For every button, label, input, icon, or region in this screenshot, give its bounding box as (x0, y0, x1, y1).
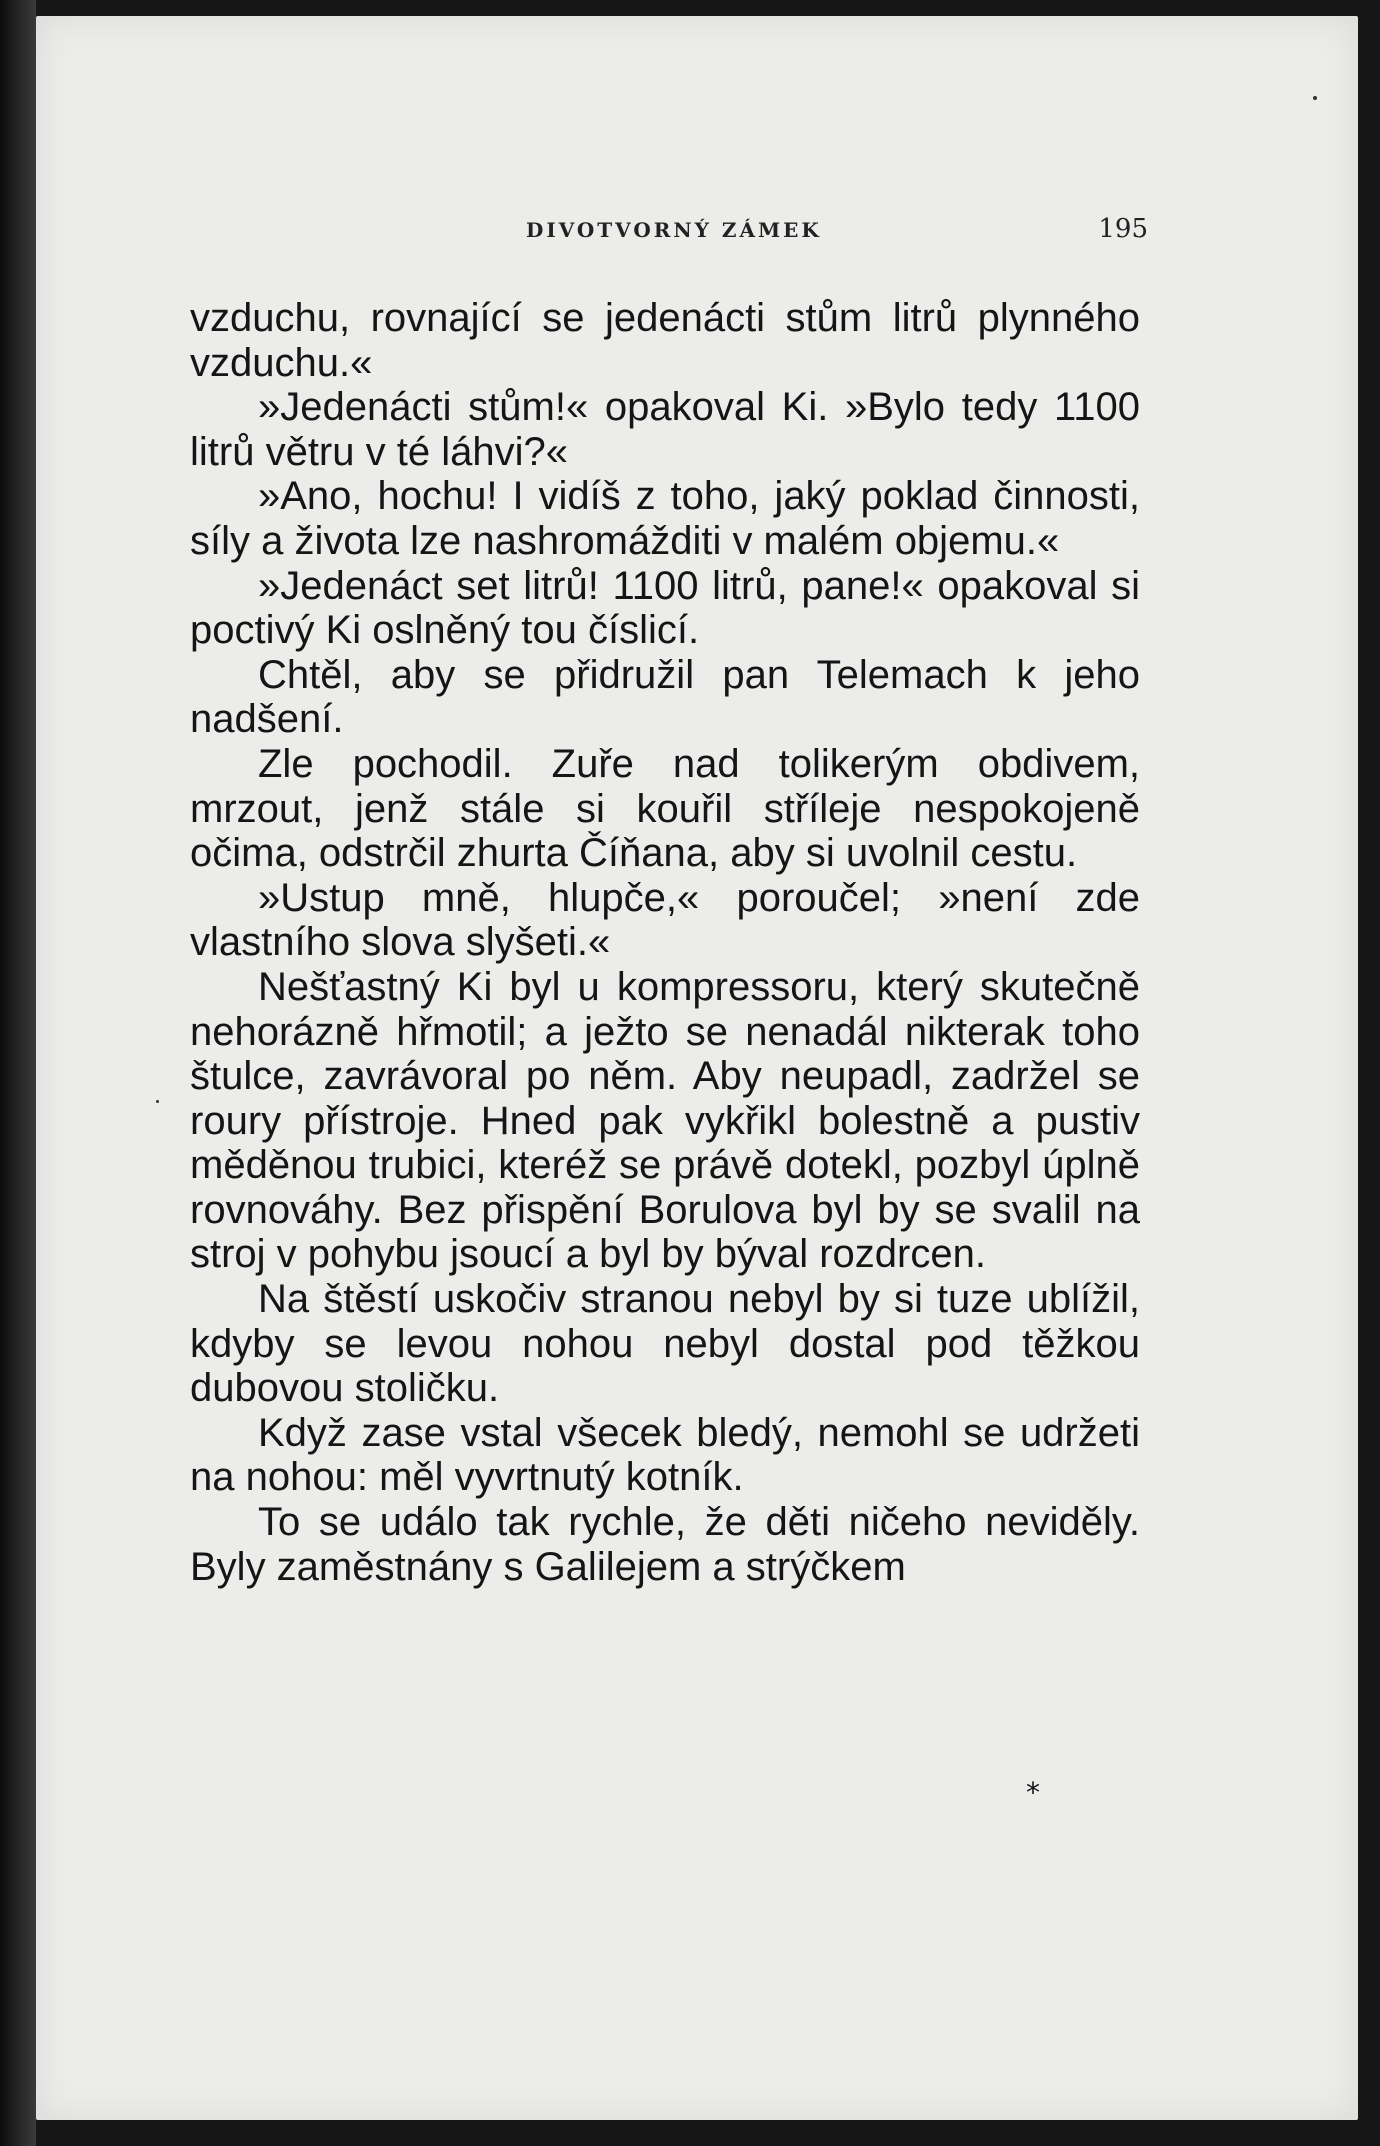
paragraph: Nešťastný Ki byl u kompressoru, který skutečně nehorázně hřmotil; a ježto se nenadál nikterak toho štulce, zavrávoral po něm. Aby neupadl, zadržel se roury přístroje. Hned pak vykřikl bolestně a pustiv měděnou trubici, kteréž se právě dotekl, pozbyl úplně rovnováhy. Bez přispění Borulova byl by se svalil na stroj v pohybu jsoucí a byl by býval rozdrcen. (190, 964, 1140, 1277)
signature-mark: * (1026, 1776, 1040, 1809)
paragraph: vzduchu, rovnající se jedenácti stům litrů plynného vzduchu.« (190, 296, 1140, 385)
paragraph: »Jedenácti stům!« opakoval Ki. »Bylo tedy 1100 litrů větru v té láhvi?« (190, 385, 1140, 474)
running-head (188, 214, 1148, 250)
paragraph: »Ano, hochu! I vidíš z toho, jaký poklad činnosti, síly a života lze nashromážditi v malém objemu.« (190, 474, 1140, 563)
body-text (190, 296, 1140, 1589)
paragraph: Zle pochodil. Zuře nad tolikerým obdivem, mrzout, jenž stále si kouřil stříleje nespokojeně očima, odstrčil zhurta Číňana, aby si uvolnil cestu. (190, 741, 1140, 876)
running-title: DIVOTVORNÝ ZÁMEK (526, 218, 822, 242)
paragraph: Když zase vstal všecek bledý, nemohl se udržeti na nohou: měl vyvrtnutý kotník. (190, 1410, 1140, 1500)
paragraph: Na štěstí uskočiv stranou nebyl by si tuze ublížil, kdyby se levou nohou nebyl dostal pod těžkou dubovou stoličku. (190, 1277, 1140, 1411)
paragraph: »Ustup mně, hlupče,« poroučel; »není zde vlastního slova slyšeti.« (190, 875, 1140, 965)
page-number: 195 (1098, 214, 1148, 244)
paper-speck (1313, 96, 1317, 100)
paper-speck (156, 1100, 159, 1103)
paragraph: »Jedenáct set litrů! 1100 litrů, pane!« opakoval si poctivý Ki oslněný tou číslicí. (190, 563, 1140, 653)
book-spine-shadow (0, 0, 36, 2146)
paragraph: To se událo tak rychle, že děti ničeho neviděly. Byly zaměstnány s Galilejem a strýčkem (190, 1500, 1140, 1589)
paragraph: Chtěl, aby se přidružil pan Telemach k jeho nadšení. (190, 652, 1140, 742)
